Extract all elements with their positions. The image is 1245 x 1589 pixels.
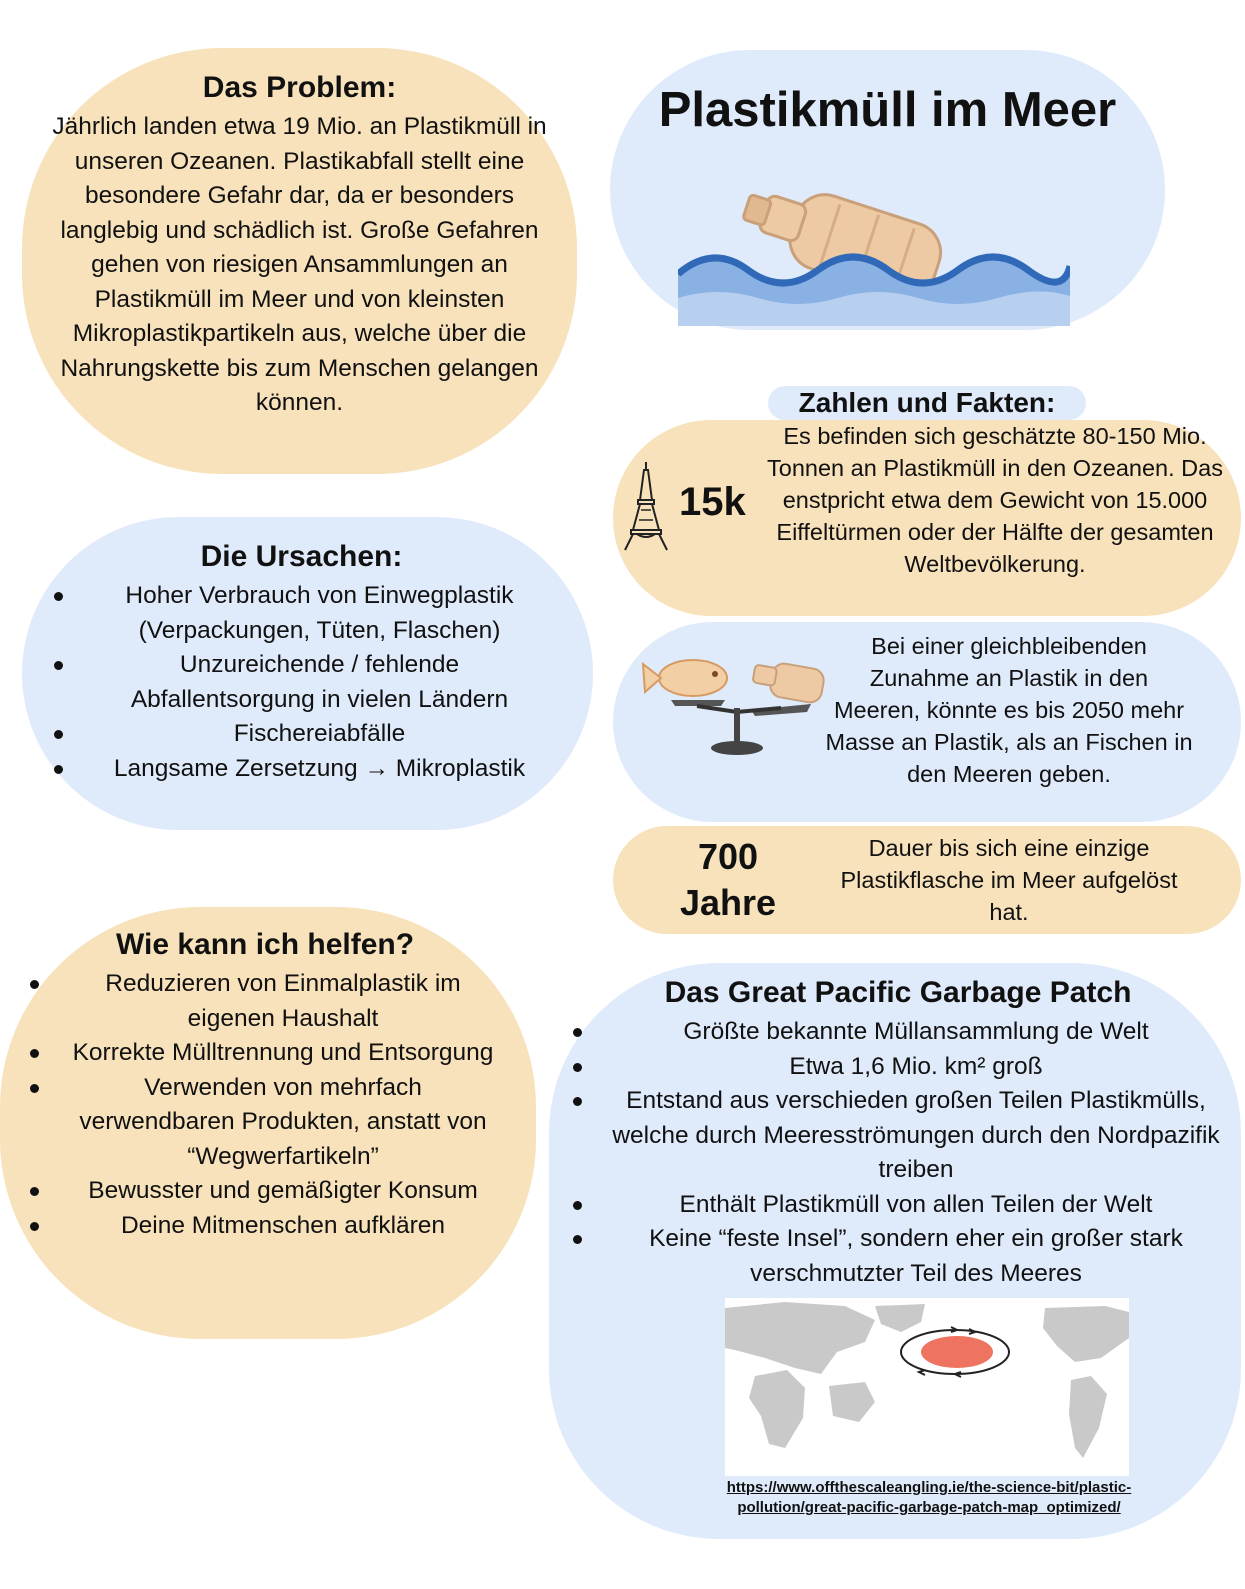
help-heading: Wie kann ich helfen? xyxy=(115,928,415,961)
page-title: Plastikmüll im Meer xyxy=(658,83,1117,137)
eiffel-tower-icon xyxy=(623,460,669,552)
help-card xyxy=(0,907,536,1339)
patch-heading: Das Great Pacific Garbage Patch xyxy=(664,976,1132,1009)
fact-card-eiffel xyxy=(613,420,1241,616)
fact-card-duration xyxy=(613,826,1241,934)
fact1-text: Es befinden sich geschätzte 80-150 Mio. Tonnen an Plastikmüll in den Ozeanen. Das enstpricht etwa dem Gewicht von 15.000 Eiffeltürmen oder der Hälfte der gesamten Weltbevölkerung. xyxy=(767,423,1223,577)
causes-card xyxy=(22,517,593,830)
patch-card xyxy=(549,963,1241,1539)
list-item: Reduzieren von Einmalplastik im eigenen Haushalt xyxy=(22,967,508,1036)
list-item: Größte bekannte Müllansammlung de Welt xyxy=(565,1015,1231,1050)
fact3-text: Dauer bis sich eine einzige Plastikflasche im Meer aufgelöst hat. xyxy=(840,835,1178,925)
source-link[interactable]: https://www.offthescaleangling.ie/the-science-bit/plastic-pollution/great-pacific-garbage-patch-map_optimized/ xyxy=(726,1479,1132,1516)
fact-card-fish xyxy=(613,622,1241,822)
patch-list xyxy=(565,1015,1231,1291)
list-item: Langsame Zersetzung → Mikroplastik xyxy=(46,752,557,787)
causes-list xyxy=(46,579,557,786)
problem-heading: Das Problem: xyxy=(202,71,397,104)
facts-heading: Zahlen und Fakten: xyxy=(768,386,1086,420)
list-item: Korrekte Mülltrennung und Entsorgung xyxy=(22,1036,508,1071)
fact2-text: Bei einer gleichbleibenden Zunahme an Plastik in den Meeren, könnte es bis 2050 mehr Masse an Plastik, als an Fischen in den Meeren geben. xyxy=(825,633,1193,787)
list-item: Bewusster und gemäßigter Konsum xyxy=(22,1174,508,1209)
list-item: Verwenden von mehrfach verwendbaren Produkten, anstatt von “Wegwerfartikeln” xyxy=(22,1071,508,1175)
list-item: Fischereiabfälle xyxy=(46,717,557,752)
scale-fish-bottle-icon xyxy=(641,642,831,762)
fact1-number: 15k xyxy=(679,480,746,524)
list-item: Keine “feste Insel”, sondern eher ein großer stark verschmutzter Teil des Meeres xyxy=(565,1222,1231,1291)
title-card xyxy=(610,50,1165,330)
list-item: Deine Mitmenschen aufklären xyxy=(22,1209,508,1244)
fact3-number: 700 Jahre xyxy=(679,836,777,923)
world-map-icon xyxy=(725,1298,1129,1476)
help-list xyxy=(22,967,508,1243)
problem-text: Jährlich landen etwa 19 Mio. an Plastikmüll in unseren Ozeanen. Plastikabfall stellt eine besondere Gefahr dar, da er besonders langlebig und schädlich ist. Große Gefahren gehen von riesigen Ansammlungen an Plastikmüll im Meer und von kleinsten Mikroplastikpartikeln aus, welche über die Nahrungskette bis zum Menschen gelangen können. xyxy=(52,113,547,416)
list-item: Hoher Verbrauch von Einwegplastik (Verpackungen, Tüten, Flaschen) xyxy=(46,579,557,648)
list-item: Entstand aus verschieden großen Teilen Plastikmülls, welche durch Meeresströmungen durch den Nordpazifik treiben xyxy=(565,1084,1231,1188)
causes-heading: Die Ursachen: xyxy=(200,540,403,573)
bottle-wave-icon xyxy=(678,186,1070,326)
list-item: Unzureichende / fehlende Abfallentsorgung in vielen Ländern xyxy=(46,648,557,717)
problem-card xyxy=(22,48,577,474)
list-item: Enthält Plastikmüll von allen Teilen der Welt xyxy=(565,1188,1231,1223)
list-item: Etwa 1,6 Mio. km² groß xyxy=(565,1050,1231,1085)
